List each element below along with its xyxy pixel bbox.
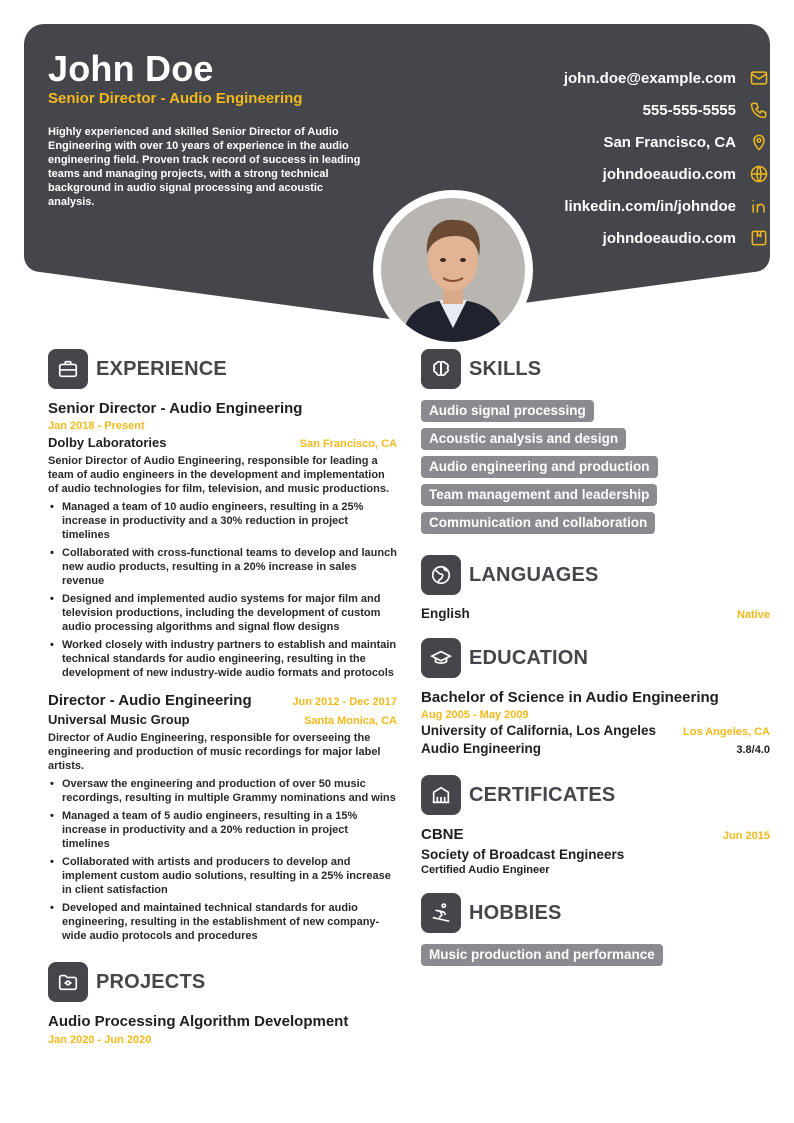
right-column [421, 348, 770, 972]
certificate-name-row [421, 826, 770, 843]
folder-icon [48, 962, 88, 1002]
job-company-row [48, 712, 397, 727]
list-item: • Collaborated with cross-functional teams to develop and launch new audio products, resulting in a 20% increase in sales revenue [48, 546, 397, 588]
list-item: • Oversaw the engineering and production of over 50 music recordings, resulting in multiple Grammy nominations and wins [48, 777, 397, 805]
left-column [48, 348, 397, 1046]
certificate-org: Society of Broadcast Engineers [421, 847, 625, 862]
hobbies-list [421, 944, 770, 972]
job-location: Santa Monica, CA [304, 715, 397, 727]
skill-tag: Acoustic analysis and design [421, 428, 626, 450]
skills-list [421, 400, 770, 540]
globe-language-icon [421, 555, 461, 595]
certificate-subtitle: Certified Audio Engineer [421, 864, 550, 876]
mail-icon [748, 67, 770, 89]
job-location: San Francisco, CA [299, 438, 397, 450]
projects-title: PROJECTS [96, 970, 206, 993]
skiing-icon [421, 893, 461, 933]
job-bullets [48, 777, 397, 943]
brain-icon [421, 349, 461, 389]
job-title-row [48, 692, 397, 709]
location-pin-icon [748, 131, 770, 153]
experience-item [48, 692, 397, 943]
hobbies-section-header [421, 892, 770, 934]
projects-section-header [48, 961, 397, 1003]
skills-title: SKILLS [469, 357, 542, 380]
languages-section-header [421, 554, 770, 596]
candidate-name: John Doe [48, 48, 214, 89]
job-description: Senior Director of Audio Engineering, responsible for leading a team of audio engineers in the development and implementation of audio technologies for film, television, and music productions. [48, 455, 390, 495]
education-school-row [421, 723, 770, 738]
graduation-cap-icon [421, 638, 461, 678]
experience-title: EXPERIENCE [96, 357, 227, 380]
list-item: • Worked closely with industry partners to establish and maintain technical standards for audio engineering, resulting in the development of new industry-wide audio formats and protocols [48, 638, 397, 680]
skill-tag: Audio signal processing [421, 400, 594, 422]
skill-tag: Audio engineering and production [421, 456, 658, 478]
contact-location [350, 126, 770, 158]
job-company: Dolby Laboratories [48, 435, 167, 450]
list-item: • Managed a team of 10 audio engineers, resulting in a 25% increase in productivity and a 30% reduction in project timelines [48, 500, 397, 542]
certificates-section-header [421, 774, 770, 816]
globe-icon [748, 163, 770, 185]
candidate-role: Senior Director - Audio Engineering [48, 90, 303, 107]
bookmark-icon [748, 227, 770, 249]
education-degree: Bachelor of Science in Audio Engineering [421, 689, 719, 706]
education-field: Audio Engineering [421, 741, 541, 756]
contact-website[interactable] [350, 158, 770, 190]
hobbies-title: HOBBIES [469, 901, 562, 924]
avatar [381, 198, 525, 342]
experience-item [48, 400, 397, 680]
skill-tag: Team management and leadership [421, 484, 657, 506]
job-company: Universal Music Group [48, 712, 190, 727]
briefcase-icon [48, 349, 88, 389]
education-gpa: 3.8/4.0 [736, 744, 770, 756]
education-date: Aug 2005 - May 2009 [421, 709, 529, 721]
list-item: • Developed and maintained technical standards for audio engineering, resulting in the establishment of new company-wide audio protocols and procedures [48, 901, 397, 943]
skills-section-header [421, 348, 770, 390]
job-title: Senior Director - Audio Engineering [48, 400, 303, 417]
hobby-tag: Music production and performance [421, 944, 663, 966]
job-date: Jan 2018 - Present [48, 420, 145, 432]
building-certificate-icon [421, 775, 461, 815]
certificate-name: CBNE [421, 826, 464, 843]
language-level: Native [736, 609, 770, 621]
project-title: Audio Processing Algorithm Development [48, 1013, 349, 1030]
contact-linkedin-text[interactable]: linkedin.com/in/johndoe [564, 197, 736, 215]
contact-phone[interactable] [350, 94, 770, 126]
contact-email-text[interactable]: john.doe@example.com [563, 69, 736, 87]
list-item: • Managed a team of 5 audio engineers, resulting in a 15% increase in productivity and a 20% reduction in project timelines [48, 809, 397, 851]
certificate-date: Jun 2015 [722, 830, 770, 842]
certificates-title: CERTIFICATES [469, 783, 616, 806]
skill-tag: Communication and collaboration [421, 512, 655, 534]
contact-website-text[interactable]: johndoeaudio.com [602, 165, 736, 183]
list-item: • Collaborated with artists and producers to develop and implement custom audio solutions, resulting in a 25% increase in client satisfaction [48, 855, 397, 897]
language-name: English [421, 606, 470, 621]
job-company-row [48, 435, 397, 450]
experience-section-header [48, 348, 397, 390]
job-bullets [48, 500, 397, 680]
project-date: Jan 2020 - Jun 2020 [48, 1034, 152, 1046]
certificate-item [421, 826, 770, 876]
phone-icon [748, 99, 770, 121]
job-description: Director of Audio Engineering, responsible for overseeing the engineering and production of music recordings for major label artists. [48, 732, 381, 772]
contact-email[interactable] [350, 62, 770, 94]
education-school: University of California, Los Angeles [421, 723, 657, 738]
education-title: EDUCATION [469, 646, 589, 669]
education-section-header [421, 637, 770, 679]
education-location: Los Angeles, CA [683, 726, 770, 738]
language-item [421, 606, 770, 621]
education-field-row [421, 741, 770, 756]
contact-location-text: San Francisco, CA [603, 133, 736, 151]
contact-portfolio-text[interactable]: johndoeaudio.com [602, 229, 736, 247]
job-date: Jun 2012 - Dec 2017 [292, 696, 397, 708]
linkedin-icon [748, 195, 770, 217]
list-item: • Designed and implemented audio systems for major film and television productions, including the development of custom audio processing algorithms and signal flow designs [48, 592, 397, 634]
profile-summary: Highly experienced and skilled Senior Director of Audio Engineering with over 10 years of experience in the audio engineering field. Proven track record of success in leading teams and managing projects, with a strong technical background in audio signal processing and acoustic analysis. [48, 126, 361, 208]
contact-phone-text[interactable]: 555-555-5555 [642, 101, 736, 119]
project-item [48, 1013, 397, 1046]
languages-title: LANGUAGES [469, 563, 599, 586]
education-item [421, 689, 770, 756]
job-title: Director - Audio Engineering [48, 692, 252, 709]
